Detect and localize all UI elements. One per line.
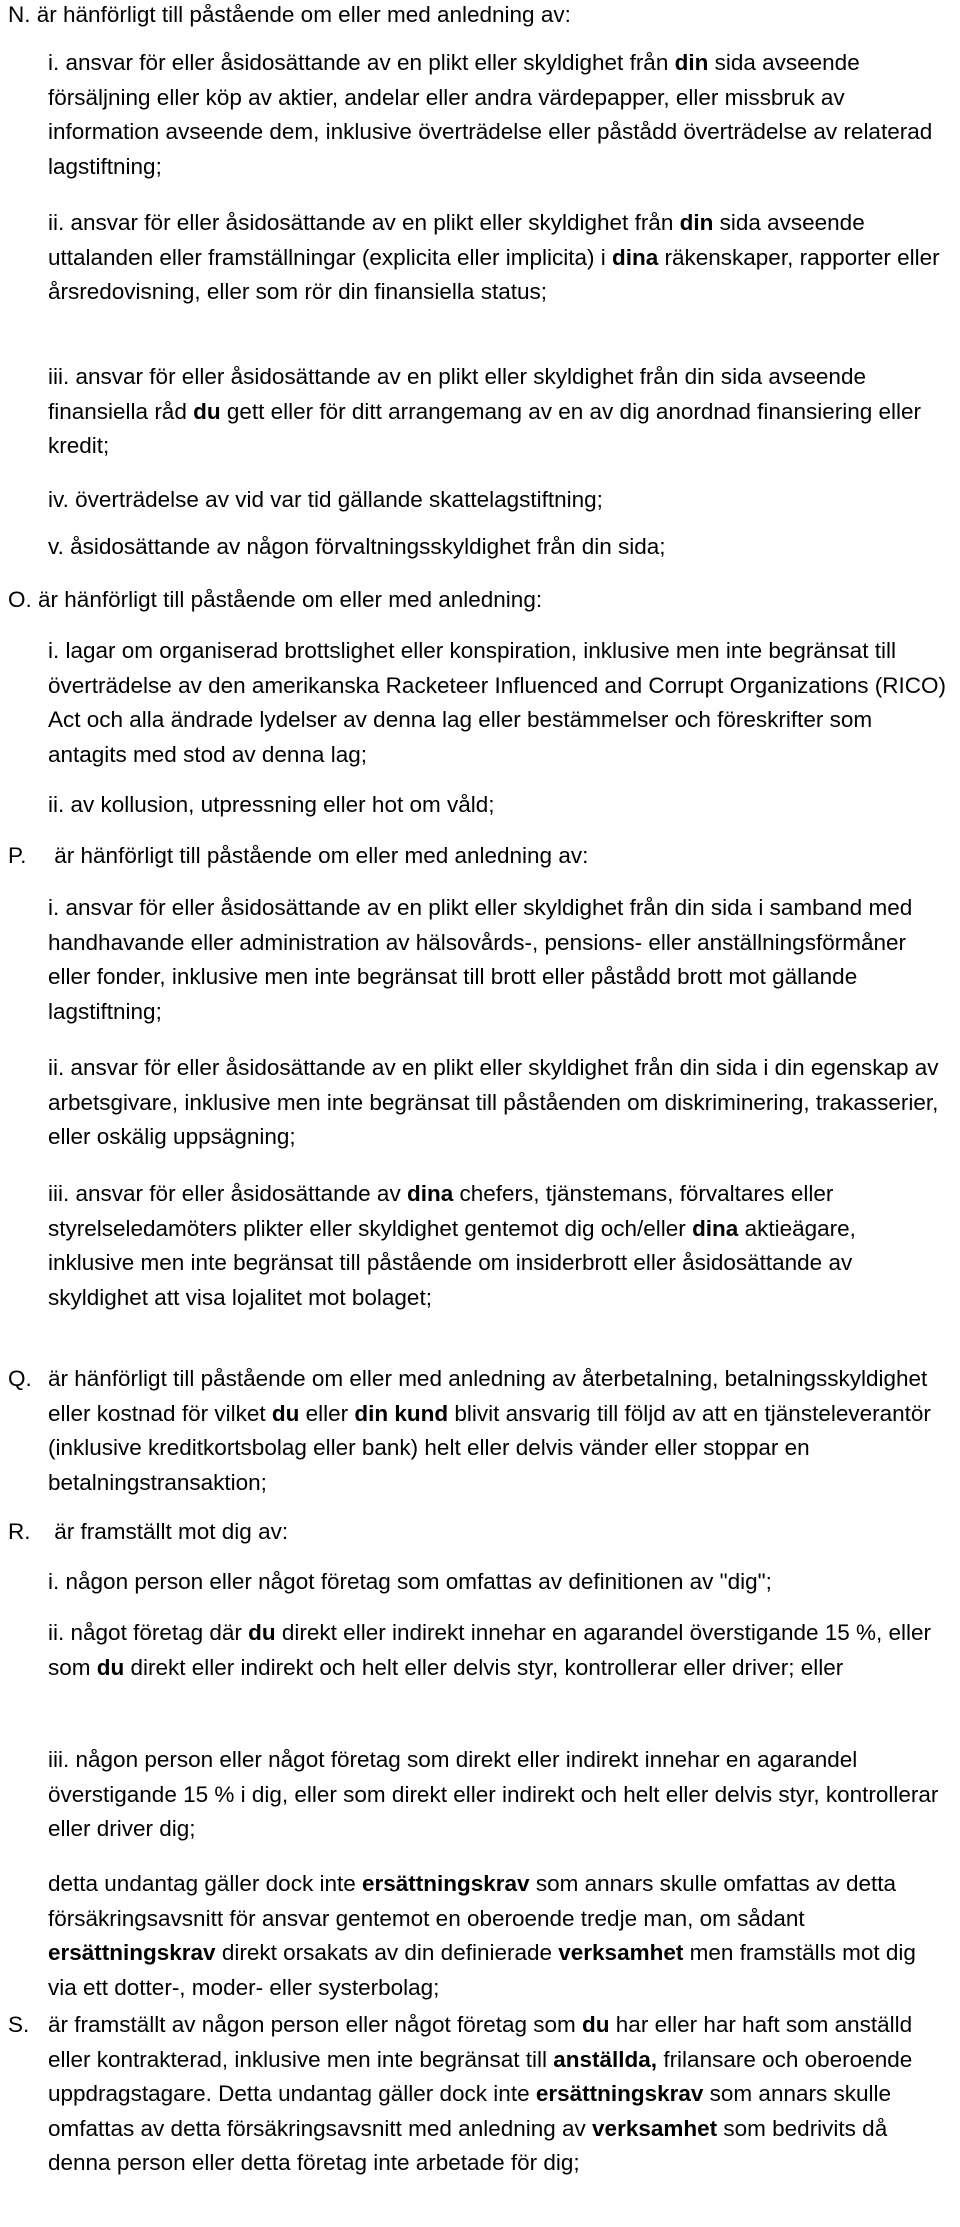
section-letter: S.: [8, 2012, 30, 2037]
list-item: [48, 788, 948, 823]
item-text: ansvar för eller åsidosättande av en plikt eller skyldighet från din sida avseende finansiella råd du gett eller för ditt arrangemang av en av dig anordnad finansiering eller kredit;: [48, 364, 922, 458]
item-number: i.: [48, 50, 60, 75]
item-number: i.: [48, 895, 60, 920]
item-number: iii.: [48, 364, 70, 389]
item-text: åsidosättande av någon förvaltningsskyldighet från din sida;: [70, 534, 666, 559]
item-number: v.: [48, 534, 64, 559]
item-number: iii.: [48, 1747, 70, 1772]
section-heading: är hänförligt till påstående om eller med anledning av:: [54, 843, 589, 868]
section-note: detta undantag gäller dock inte ersättningskrav som annars skulle omfattas av detta försäkringsavsnitt för ansvar gentemot en oberoende tredje man, om sådant ersättningskrav direkt orsakats av din definierade verksamhet men framställs mot dig via ett dotter-, moder- eller systerbolag;: [48, 1871, 916, 2000]
list-item: [48, 1616, 948, 1685]
section-heading: är framställt mot dig av:: [54, 1519, 289, 1544]
list-item: [48, 634, 948, 772]
list-item: [48, 1051, 943, 1155]
list-item: [48, 891, 943, 1029]
item-text: någon person eller något företag som direkt eller indirekt innehar en agarandel överstigande 15 % i dig, eller som direkt eller indirekt och helt eller delvis styr, kontrollerar eller driver dig;: [48, 1747, 939, 1841]
item-number: ii.: [48, 792, 65, 817]
item-text: av kollusion, utpressning eller hot om våld;: [70, 792, 495, 817]
list-item: [48, 46, 948, 184]
section-text: är framställt av någon person eller något företag som du har eller har haft som anställd eller kontrakterad, inklusive men inte begränsat till anställda, frilansare och oberoende uppdragstagare. Detta undantag gäller dock inte ersättningskrav som annars skulle omfattas av detta försäkringsavsnitt med anledning av verksamhet som bedrivits då denna person eller detta företag inte arbetade för dig;: [48, 2012, 913, 2175]
list-item: [48, 483, 948, 518]
list-item: [48, 530, 948, 565]
section-o: [8, 583, 953, 817]
item-number: i.: [48, 1569, 60, 1594]
item-text: något företag där du direkt eller indirekt innehar en agarandel överstigande 15 %, eller som du direkt eller indirekt och helt eller delvis styr, kontrollerar eller driver; eller: [48, 1620, 932, 1680]
item-text: någon person eller något företag som omfattas av definitionen av "dig";: [65, 1569, 772, 1594]
item-number: i.: [48, 638, 60, 663]
section-heading: är hänförligt till påstående om eller med anledning:: [38, 587, 543, 612]
item-text: överträdelse av vid var tid gällande skattelagstiftning;: [75, 487, 603, 512]
item-text: ansvar för eller åsidosättande av en plikt eller skyldighet från din sida avseende försäljning eller köp av aktier, andelar eller andra värdepapper, eller missbruk av information avseende dem, inklusive överträdelse eller påstådd överträdelse av relaterad lagstiftning;: [48, 50, 933, 179]
item-number: ii.: [48, 1620, 65, 1645]
item-number: ii.: [48, 1055, 65, 1080]
list-item: [48, 1743, 948, 1847]
list-item: [48, 206, 948, 310]
item-text: ansvar för eller åsidosättande av en plikt eller skyldighet från din sida avseende uttalanden eller framställningar (explicita eller implicita) i dina räkenskaper, rapporter eller årsredovisning, eller som rör din finansiella status;: [48, 210, 940, 304]
item-number: iii.: [48, 1181, 70, 1206]
section-letter: P.: [8, 843, 27, 868]
item-text: ansvar för eller åsidosättande av dina chefers, tjänstemans, förvaltares eller styrelseledamöters plikter eller skyldighet gentemot dig och/eller dina aktieägare, inklusive men inte begränsat till påstående om insiderbrott eller åsidosättande av skyldighet att visa lojalitet mot bolaget;: [48, 1181, 856, 1310]
list-item: [48, 1177, 943, 1315]
item-text: ansvar för eller åsidosättande av en plikt eller skyldighet från din sida i samband med handhavande eller administration av hälsovårds-, pensions- eller anställningsförmåner eller fonder, inklusive men inte begränsat till brott eller påstådd brott mot gällande lagstiftning;: [48, 895, 913, 1024]
list-item: [48, 360, 948, 464]
item-number: iv.: [48, 487, 69, 512]
item-number: ii.: [48, 210, 65, 235]
section-letter: R.: [8, 1519, 31, 1544]
section-letter: N.: [8, 2, 31, 27]
section-letter: O.: [8, 587, 32, 612]
section-p: [8, 839, 953, 1310]
section-r: [8, 1515, 953, 2000]
item-text: lagar om organiserad brottslighet eller konspiration, inklusive men inte begränsat till överträdelse av den amerikanska Racketeer Influenced and Corrupt Organizations (RICO) Act och alla ändrade lydelser av denna lag eller bestämmelser och föreskrifter som antagits med stod av denna lag;: [48, 638, 946, 767]
section-heading: är hänförligt till påstående om eller med anledning av:: [36, 2, 571, 27]
section-text: är hänförligt till påstående om eller med anledning av återbetalning, betalningsskyldighet eller kostnad för vilket du eller din kund blivit ansvarig till följd av att en tjänsteleverantör (inklusive kreditkortsbolag eller bank) helt eller delvis vänder eller stoppar en betalningstransaktion;: [48, 1366, 931, 1495]
item-text: ansvar för eller åsidosättande av en plikt eller skyldighet från din sida i din egenskap av arbetsgivare, inklusive men inte begränsat till påståenden om diskriminering, trakasserier, eller oskälig uppsägning;: [48, 1055, 939, 1149]
section-letter: Q.: [8, 1366, 32, 1391]
list-item: [48, 1565, 948, 1600]
